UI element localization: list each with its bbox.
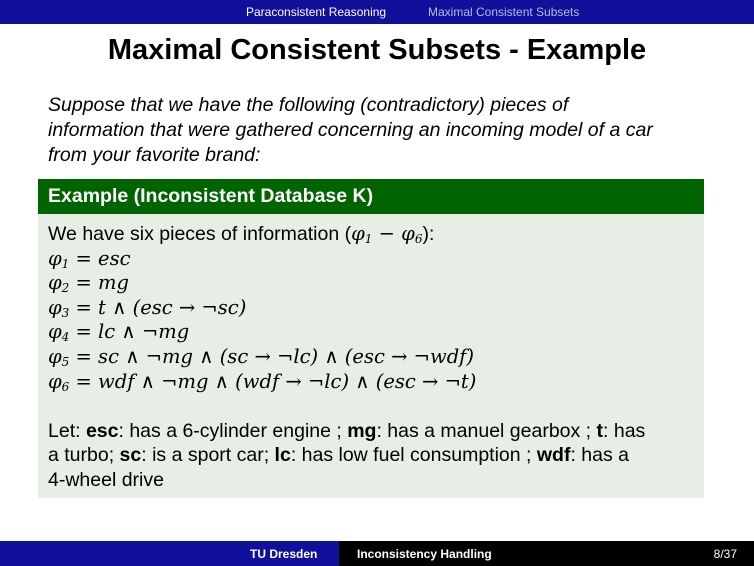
legend-desc-t-cont: a turbo;	[48, 444, 120, 467]
header-section-right[interactable]: Maximal Consistent Subsets	[428, 5, 580, 19]
block-spacer	[48, 394, 694, 419]
footer-institution: TU Dresden	[250, 547, 318, 561]
legend-key-esc: esc	[85, 419, 119, 442]
legend-desc-mg: : has a manuel gearbox ;	[376, 419, 597, 442]
legend-desc-lc: : has low fuel consumption ;	[290, 444, 537, 467]
footer-page-number: 8/37	[713, 547, 737, 561]
block-intro-end: ):	[422, 223, 435, 245]
block-intro-line	[48, 222, 694, 247]
example-block-title: Example (Inconsistent Database K)	[38, 179, 704, 214]
formula-phi6: $\varphi_6$ = wdf ∧ ¬mg ∧ (wdf → ¬lc) ∧ (esc → ¬t)	[48, 369, 477, 394]
block-intro-range: $\varphi_1 - \varphi_6$	[351, 222, 423, 246]
intro-line-2: information that were gathered concerning an incoming model of a car	[48, 119, 653, 141]
header-bar	[0, 0, 754, 24]
legend-paragraph	[48, 419, 694, 493]
formula-phi3: $\varphi_3 = t$ ∧ (esc → ¬sc)	[48, 295, 247, 320]
formula-phi1: $\varphi_1$ = esc	[48, 246, 131, 271]
example-block-body	[38, 214, 704, 498]
legend-desc-t: : has	[603, 419, 646, 442]
legend-key-lc: lc	[274, 444, 291, 467]
footer-bar	[0, 541, 754, 566]
intro-text	[48, 93, 728, 168]
legend-desc-esc: : has a 6-cylinder engine ;	[118, 419, 348, 442]
formula-phi5: $\varphi_5$ = sc ∧ ¬mg ∧ (sc → ¬lc) ∧ (esc → ¬wdf)	[48, 344, 474, 369]
legend-key-wdf: wdf	[536, 444, 571, 467]
footer-talk-title: Inconsistency Handling	[357, 547, 492, 561]
intro-line-3: from your favorite brand:	[48, 144, 261, 166]
legend-desc-sc: : is a sport car;	[141, 444, 275, 467]
legend-desc-wdf-cont: 4-wheel drive	[48, 468, 164, 491]
legend-key-sc: sc	[119, 444, 142, 467]
header-section-left[interactable]: Paraconsistent Reasoning	[246, 5, 387, 19]
legend-desc-wdf: : has a	[570, 444, 629, 467]
legend-key-t: t	[596, 419, 604, 442]
block-intro-text: We have six pieces of information (	[48, 223, 352, 245]
formula-phi4: $\varphi_4$ = lc ∧ ¬mg	[48, 320, 190, 345]
intro-line-1: Suppose that we have the following (contradictory) pieces of	[48, 94, 569, 116]
legend-key-mg: mg	[347, 419, 377, 442]
slide-title: Maximal Consistent Subsets - Example	[107, 34, 647, 66]
legend-prefix: Let:	[48, 419, 86, 442]
formula-phi2: $\varphi_2$ = mg	[48, 271, 130, 296]
